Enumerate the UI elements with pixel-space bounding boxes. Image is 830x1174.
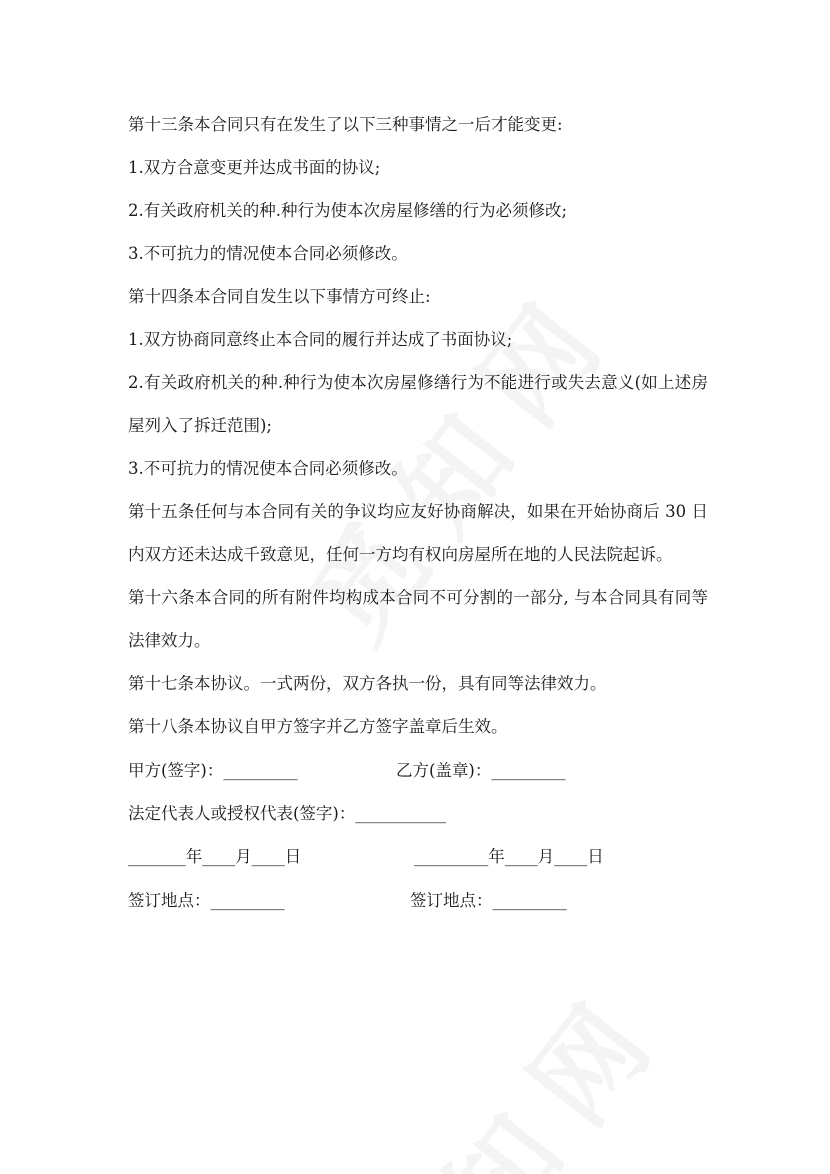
clause-14-item-1: 1.双方协商同意终止本合同的履行并达成了书面协议; (128, 330, 513, 349)
clause-15-cont: 内双方还未达成千致意见，任何一方均有权向房屋所在地的人民法院起诉。 (128, 545, 673, 564)
signing-date-left: _______年____月____日 (128, 847, 302, 866)
clause-13-item-1: 1.双方合意变更并达成书面的协议; (128, 158, 381, 177)
clause-15: 第十五条任何与本合同有关的争议均应友好协商解决，如果在开始协商后 30 日 (128, 502, 708, 521)
clause-17: 第十七条本协议。一式两份，双方各执一份，具有同等法律效力。 (128, 674, 607, 693)
party-a-signature: 甲方(签字)：_________ (128, 761, 298, 780)
signing-place-left: 签订地点：_________ (128, 891, 285, 910)
clause-13-item-3: 3.不可抗力的情况使本合同必须修改。 (128, 244, 408, 263)
clause-18: 第十八条本协议自甲方签字并乙方签字盖章后生效。 (128, 717, 508, 736)
legal-representative-signature: 法定代表人或授权代表(签字)：___________ (128, 804, 447, 823)
clause-16-cont: 法律效力。 (128, 631, 211, 650)
watermark (318, 947, 695, 1174)
signing-date-right: _________年____月____日 (414, 847, 604, 866)
signing-place-right: 签订地点：_________ (410, 891, 567, 910)
clause-14-item-2-cont: 屋列入了拆迁范围); (128, 416, 272, 435)
party-b-seal: 乙方(盖章)：_________ (396, 761, 566, 780)
clause-13-title: 第十三条本合同只有在发生了以下三种事情之一后才能变更: (128, 115, 563, 134)
clause-14-title: 第十四条本合同自发生以下事情方可终止: (128, 287, 431, 306)
clause-16: 第十六条本合同的所有附件均构成本合同不可分割的一部分, 与本合同具有同等 (128, 588, 708, 607)
clause-14-item-2: 2.有关政府机关的种.种行为使本次房屋修缮行为不能进行或失去意义(如上述房 (128, 373, 708, 392)
clause-13-item-2: 2.有关政府机关的种.种行为使本次房屋修缮的行为必须修改; (128, 201, 568, 220)
clause-14-item-3: 3.不可抗力的情况使本合同必须修改。 (128, 459, 408, 478)
